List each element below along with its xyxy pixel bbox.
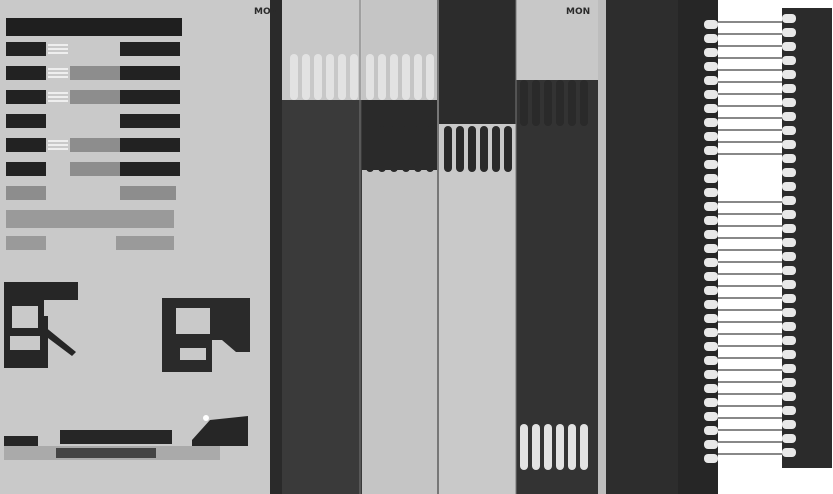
top-mark-left: MON <box>254 7 279 17</box>
right-comb <box>704 0 832 494</box>
top-mark-right: MON <box>566 7 591 17</box>
middle-columns <box>254 0 718 494</box>
test-stripes <box>6 42 180 250</box>
left-test-pattern-panel <box>0 0 282 494</box>
